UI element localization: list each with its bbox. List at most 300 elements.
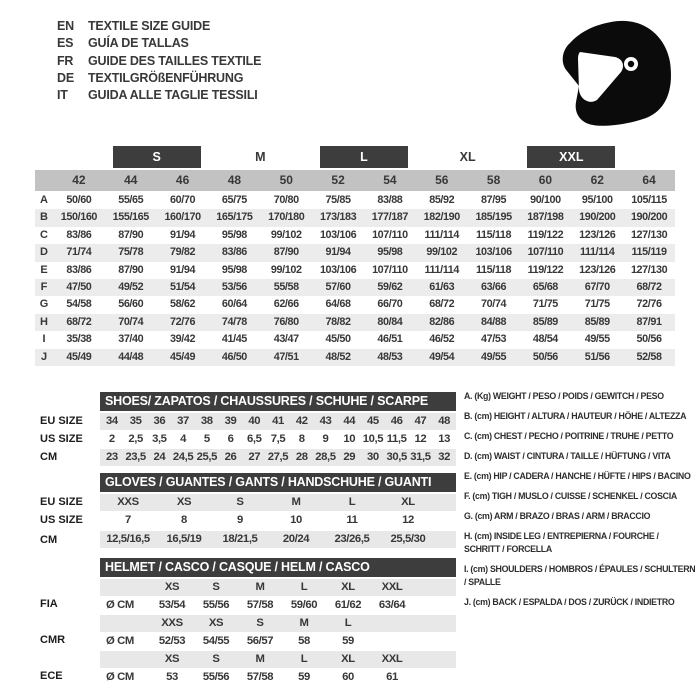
measurement-value: 56/60 (118, 298, 144, 311)
legend-item: E. (cm) HIP / CADERA / HANCHE / HÜFTE / HIPS / BACINO (464, 471, 691, 481)
measurement-value: 111/114 (424, 228, 459, 241)
measurement-value: 49/54 (429, 350, 455, 363)
measurement-value: 65/75 (221, 194, 247, 206)
sub-table-cell: 25,5 (196, 451, 217, 463)
sub-table-cell: 20/24 (282, 533, 310, 545)
measurement-value: 67/70 (584, 280, 610, 293)
row-label: EU SIZE (40, 496, 83, 508)
measurement-value: 99/102 (426, 246, 458, 259)
measurement-value: 72/76 (170, 315, 196, 328)
measurement-value: 71/75 (532, 298, 558, 311)
helmet-value-row (100, 597, 456, 614)
language-row (57, 18, 261, 35)
measurement-value: 99/102 (270, 263, 302, 276)
shoes-table-title: SHOES/ ZAPATOS / CHAUSSURES / SCHUHE / SCARPE (100, 392, 456, 411)
measurement-value: 49/55 (584, 333, 610, 346)
empty-cell (370, 615, 414, 632)
measurement-value: 170/180 (268, 211, 305, 224)
size-header-cell: 52 (331, 173, 345, 187)
gloves-table-title: GLOVES / GUANTES / GANTS / HANDSCHUHE / GUANTI (100, 473, 456, 492)
sub-table-cell: 39 (224, 415, 237, 427)
sub-table-cell: 5 (203, 433, 210, 445)
measurement-row (35, 349, 675, 366)
helmet-size-cell: S (212, 653, 220, 665)
measurement-value: 83/88 (377, 194, 403, 206)
measurement-value: 87/90 (118, 263, 144, 276)
measurement-value: 182/190 (423, 211, 460, 224)
measurement-row (35, 192, 675, 209)
measurement-value: 185/195 (475, 211, 512, 224)
helmet-size-cell: XXS (161, 617, 183, 629)
measurement-value: 46/52 (429, 333, 455, 346)
legend-item: C. (cm) CHEST / PECHO / POITRINE / TRUHE / PETTO (464, 431, 674, 441)
measurement-value: 47/50 (66, 280, 92, 293)
measurement-value: 51/56 (584, 350, 610, 363)
sub-table-cell: 23,5 (125, 451, 146, 463)
sub-table-cell: L (348, 496, 356, 508)
measurement-value: 74/78 (221, 315, 247, 328)
sub-table-cell: 9 (237, 514, 243, 526)
measurement-value: 60/70 (170, 194, 196, 206)
measurement-value: 87/90 (118, 228, 144, 241)
sub-table-cell: 26 (224, 451, 237, 463)
measurement-legend (464, 390, 696, 616)
helmet-rows (100, 579, 456, 686)
sub-table-cell: 11 (346, 514, 358, 526)
standard-label: FIA (40, 598, 58, 610)
size-group-row (35, 146, 675, 168)
measurement-value: 119/122 (527, 263, 564, 276)
sub-table-cell: 45 (367, 415, 379, 427)
sub-table-cell: 10 (290, 514, 302, 526)
sub-table-cell: 2,5 (128, 433, 143, 445)
shoes-table (100, 392, 456, 467)
measurement-value: 70/74 (118, 315, 144, 328)
measurement-value: 59/62 (377, 280, 403, 293)
sub-table-cell: 8 (298, 433, 305, 445)
sub-table-cell: 24 (153, 451, 166, 463)
helmet-value-cell: 54/55 (202, 635, 230, 647)
unit-spacer (100, 615, 150, 632)
sub-table-cell: 30,5 (386, 451, 407, 463)
legend-item: D. (cm) WAIST / CINTURA / TAILLE / HÜFTUNG / VITA (464, 451, 671, 461)
row-letter: E (40, 263, 48, 276)
sub-table-row (100, 413, 456, 430)
row-letter: F (40, 280, 48, 293)
sub-table-cell: 9 (322, 433, 329, 445)
measurement-value: 68/72 (636, 280, 662, 293)
measurement-value: 49/52 (118, 280, 144, 293)
measurement-value: 50/60 (66, 194, 92, 206)
measurement-value: 83/86 (221, 246, 247, 259)
sub-table-row (100, 512, 456, 529)
helmet-size-row (100, 651, 456, 668)
measurement-value: 105/115 (631, 194, 667, 206)
measurement-value: 78/82 (325, 315, 351, 328)
measurement-value: 72/76 (636, 298, 662, 311)
measurement-value: 51/54 (170, 280, 196, 293)
sub-table-cell: 16,5/19 (166, 533, 202, 545)
helmet-size-cell: M (299, 617, 309, 629)
helmet-value-cell: 53/54 (158, 599, 186, 611)
helmet-size-cell: XXL (381, 653, 403, 665)
measurement-value: 45/50 (325, 333, 351, 346)
size-group-label: XXL (527, 146, 615, 168)
sub-table-cell: 4 (180, 433, 186, 445)
measurement-value: 71/75 (584, 298, 610, 311)
measurement-value: 45/49 (66, 350, 92, 363)
measurement-value: 123/126 (579, 228, 616, 241)
measurement-value: 80/84 (377, 315, 403, 328)
sub-table-cell: 6,5 (247, 433, 262, 445)
sub-table-cell: 48 (438, 415, 451, 427)
measurement-value: 95/98 (221, 228, 247, 241)
helmet-size-cell: XL (341, 581, 355, 593)
sub-table-cell: 25,5/30 (390, 533, 426, 545)
language-label: GUIDA ALLE TAGLIE TESSILI (88, 88, 258, 103)
sub-table-cell: 36 (153, 415, 166, 427)
size-header-cell: 42 (72, 173, 86, 187)
helmet-value-cell: 55/56 (202, 599, 230, 611)
full-face-helmet-icon (553, 14, 683, 141)
row-letter: A (40, 194, 48, 206)
measurement-value: 64/68 (325, 298, 351, 311)
row-label: EU SIZE (40, 415, 83, 427)
sub-table-cell: 38 (200, 415, 213, 427)
measurement-value: 37/40 (118, 333, 144, 346)
measurement-value: 107/110 (527, 246, 564, 259)
measurement-value: 46/51 (377, 333, 403, 346)
corner-cell (35, 170, 53, 191)
measurement-value: 53/56 (221, 280, 247, 293)
measurement-value: 190/200 (630, 211, 668, 224)
measurement-value: 65/68 (532, 280, 558, 293)
measurement-value: 46/50 (221, 350, 247, 363)
measurement-value: 48/54 (532, 333, 558, 346)
legend-item: G. (cm) ARM / BRAZO / BRAS / ARM / BRACCIO (464, 511, 651, 521)
measurement-value: 187/198 (527, 211, 564, 224)
sub-table-cell: 28,5 (315, 451, 336, 463)
measurement-value: 48/52 (325, 350, 351, 363)
helmet-value-cell: 56/57 (246, 635, 274, 647)
measurement-value: 83/86 (66, 228, 92, 241)
helmet-value-cell: 59 (342, 635, 354, 647)
helmet-size-cell: XXL (381, 581, 403, 593)
measurement-value: 55/58 (273, 280, 299, 293)
size-header-cell: 50 (279, 173, 293, 187)
sub-table-cell: 31,5 (410, 451, 431, 463)
measurement-value: 91/94 (170, 263, 196, 276)
helmet-value-cell: 60 (342, 671, 354, 683)
measurement-row (35, 314, 675, 331)
measurement-value: 57/60 (325, 280, 351, 293)
sub-table-cell: 42 (295, 415, 308, 427)
language-row (57, 87, 261, 104)
measurement-value: 71/74 (66, 246, 92, 259)
language-label: GUIDE DES TAILLES TEXTILE (88, 53, 262, 68)
sub-table-cell: 37 (177, 415, 189, 427)
unit-label: Ø CM (106, 599, 134, 611)
language-row (57, 70, 261, 87)
language-label: GUÍA DE TALLAS (88, 36, 189, 51)
sub-table-cell: 12 (414, 433, 427, 445)
measurement-value: 84/88 (481, 315, 507, 328)
helmet-value-cell: 57/58 (246, 599, 274, 611)
legend-item: B. (cm) HEIGHT / ALTURA / HAUTEUR / HÖHE / ALTEZZA (464, 411, 687, 421)
size-header-cell: 56 (435, 173, 449, 187)
measurement-value: 127/130 (630, 228, 668, 241)
measurement-value: 47/53 (481, 333, 507, 346)
helmet-value-cell: 59/60 (290, 599, 318, 611)
shoes-rows (100, 413, 456, 466)
measurement-value: 190/200 (579, 211, 616, 224)
measurement-value: 111/114 (580, 246, 615, 259)
sub-table-cell: 13 (438, 433, 451, 445)
measurement-value: 44/48 (118, 350, 144, 363)
measurement-value: 54/58 (66, 298, 92, 311)
size-header-cell: 48 (227, 173, 242, 187)
helmet-size-cell: XL (341, 653, 355, 665)
size-group-label: M (255, 150, 266, 164)
language-code: DE (57, 70, 74, 85)
measurement-value: 165/175 (216, 211, 253, 224)
sub-table-cell: S (236, 496, 244, 508)
measurement-row (35, 244, 675, 261)
helmet-size-cell: XS (164, 581, 180, 593)
gloves-row-labels (40, 493, 98, 549)
language-list (57, 18, 261, 104)
measurement-value: 50/56 (532, 350, 558, 363)
measurement-value: 62/66 (273, 298, 299, 311)
main-size-table (35, 146, 675, 366)
sub-table-cell: 12 (402, 514, 414, 526)
sub-table-cell: 30 (367, 451, 379, 463)
measurement-value: 45/49 (170, 350, 196, 363)
measurement-value: 61/63 (429, 280, 455, 293)
measurement-value: 41/45 (221, 333, 247, 346)
legend-item: I. (cm) SHOULDERS / HOMBROS / ÉPAULES / SCHULTERN / SPALLE (464, 564, 696, 587)
language-code: ES (57, 36, 74, 51)
measurement-value: 95/98 (377, 246, 403, 259)
sub-table-cell: 29 (343, 451, 356, 463)
helmet-size-cell: S (212, 581, 220, 593)
sub-table-cell: 24,5 (172, 451, 194, 463)
measurement-value: 107/110 (372, 263, 408, 276)
size-header-cell: 46 (175, 173, 190, 187)
sub-table-cell: 23 (105, 451, 118, 463)
gloves-rows (100, 494, 456, 548)
measurement-value: 85/89 (532, 315, 558, 328)
measurement-row (35, 296, 675, 313)
measurement-value: 107/110 (372, 228, 408, 241)
helmet-value-cell: 57/58 (246, 671, 274, 683)
measurement-value: 85/89 (584, 315, 610, 328)
sub-table-cell: 32 (438, 451, 451, 463)
helmet-size-cell: L (300, 653, 308, 665)
sub-table-cell: XS (176, 496, 192, 508)
language-code: EN (57, 19, 74, 33)
measurement-value: 39/42 (170, 333, 196, 346)
sub-table-cell: 8 (181, 514, 187, 526)
helmet-value-cell: 61/62 (334, 599, 362, 611)
measurement-value: 127/130 (630, 263, 668, 276)
measurement-value: 95/98 (221, 263, 247, 276)
gloves-table (100, 473, 456, 549)
sub-table-cell: 10,5 (362, 433, 384, 445)
measurement-value: 103/106 (319, 263, 357, 276)
measurement-value: 83/86 (66, 263, 92, 276)
measurement-value: 115/119 (631, 246, 667, 259)
measurement-value: 123/126 (579, 263, 616, 276)
helmet-value-row (100, 633, 456, 650)
measurement-value: 155/165 (112, 211, 149, 224)
shoes-row-labels (40, 412, 98, 466)
size-header-cell: 60 (538, 173, 553, 187)
measurement-value: 99/102 (270, 228, 302, 241)
measurement-value: 68/72 (429, 298, 455, 311)
measurement-value: 43/47 (273, 333, 299, 346)
sub-table-cell: 6 (227, 433, 234, 445)
language-code: IT (57, 88, 68, 103)
sub-table-cell: 10 (343, 433, 356, 445)
sub-table-cell: XL (401, 496, 415, 508)
measurement-value: 35/38 (66, 333, 92, 346)
unit-label: Ø CM (106, 635, 134, 647)
sub-table-cell: 7 (125, 514, 131, 526)
size-header-cell: 54 (383, 173, 397, 187)
size-header-cell: 44 (124, 173, 138, 187)
empty-cell (370, 633, 414, 650)
measurement-row (35, 262, 675, 279)
standard-label: ECE (40, 670, 63, 682)
sub-table-cell: 46 (390, 415, 403, 427)
measurement-value: 70/74 (481, 298, 507, 311)
measurement-value: 58/62 (170, 298, 196, 311)
measurement-value: 79/82 (170, 246, 196, 259)
measurement-value: 87/95 (481, 194, 507, 206)
size-header-cell: 62 (590, 173, 604, 187)
measurement-value: 90/100 (530, 194, 561, 206)
row-label: CM (40, 534, 58, 546)
measurement-value: 87/90 (273, 246, 299, 259)
helmet-size-cell: XS (208, 617, 224, 629)
helmet-value-cell: 58 (298, 635, 310, 647)
helmet-size-row (100, 579, 456, 596)
size-header-cell: 58 (486, 173, 501, 187)
measurement-value: 52/58 (636, 350, 662, 363)
row-letter: B (40, 211, 48, 224)
language-row (57, 53, 261, 70)
sub-table-cell: 28 (295, 451, 308, 463)
measurement-value: 103/106 (319, 228, 357, 241)
unit-spacer (100, 651, 150, 668)
unit-spacer (100, 579, 150, 596)
row-label: US SIZE (40, 514, 83, 526)
row-label: US SIZE (40, 433, 83, 445)
helmet-size-table (100, 558, 456, 687)
measurement-value: 95/100 (581, 194, 613, 206)
measurement-value: 119/122 (527, 228, 564, 241)
measurement-row (35, 227, 675, 244)
measurement-value: 103/106 (475, 246, 512, 259)
standard-label: CMR (40, 634, 66, 646)
row-letter: I (42, 333, 46, 346)
measurement-row (35, 279, 675, 296)
helmet-value-cell: 55/56 (202, 671, 230, 683)
row-letter: G (39, 298, 49, 311)
helmet-value-cell: 63/64 (378, 599, 406, 611)
helmet-value-cell: 53 (166, 671, 178, 683)
measurement-value: 82/86 (429, 315, 455, 328)
size-group-label: L (320, 146, 408, 168)
sub-table-cell: 44 (343, 415, 356, 427)
sub-table-cell: 23/26,5 (334, 533, 370, 545)
language-label: TEXTILE SIZE GUIDE (88, 19, 211, 33)
measurement-value: 91/94 (325, 246, 351, 259)
row-letter: H (40, 315, 48, 328)
helmet-value-cell: 61 (386, 671, 398, 683)
sub-table-cell: 43 (319, 415, 332, 427)
row-label: CM (40, 451, 58, 463)
measurement-value: 66/70 (377, 298, 403, 311)
measurement-value: 150/160 (60, 211, 98, 224)
unit-label: Ø CM (106, 671, 134, 683)
measurement-value: 85/92 (429, 194, 455, 206)
helmet-size-cell: L (344, 617, 352, 629)
measurement-value: 76/80 (273, 315, 299, 328)
measurement-value: 87/91 (636, 315, 662, 328)
legend-item: A. (Kg) WEIGHT / PESO / POIDS / GEWITCH / PESO (464, 391, 664, 401)
sub-table-cell: 18/21,5 (222, 533, 258, 545)
sub-table-cell: 11,5 (386, 433, 407, 445)
sub-table-row (100, 449, 456, 466)
legend-item: F. (cm) TIGH / MUSLO / CUISSE / SCHENKEL / COSCIA (464, 491, 677, 501)
measurement-value: 63/66 (481, 280, 507, 293)
size-header-row (35, 170, 675, 191)
measurement-value: 55/65 (118, 194, 144, 206)
helmet-size-cell: XS (164, 653, 180, 665)
sub-table-cell: M (291, 496, 301, 508)
measurement-value: 115/118 (476, 228, 512, 241)
size-header-cell: 64 (642, 173, 656, 187)
sub-table-cell: 2 (108, 433, 115, 445)
language-code: FR (57, 53, 74, 68)
helmet-size-cell: L (300, 581, 308, 593)
helmet-value-cell: 52/53 (158, 635, 186, 647)
helmet-size-cell: M (255, 581, 265, 593)
sub-table-cell: 40 (248, 415, 261, 427)
sub-table-cell: 27 (248, 451, 261, 463)
measurement-value: 60/64 (221, 298, 247, 311)
sub-table-cell: 47 (414, 415, 427, 427)
measurement-value: 115/118 (476, 263, 512, 276)
helmet-size-cell: M (255, 653, 265, 665)
sub-table-cell: 34 (105, 415, 118, 427)
language-row (57, 35, 261, 52)
row-letter: C (40, 228, 48, 241)
legend-item: J. (cm) BACK / ESPALDA / DOS / ZURÜCK / INDIETRO (464, 597, 675, 607)
row-letter: J (40, 350, 48, 363)
measurement-value: 47/51 (273, 350, 299, 363)
measurement-value: 48/53 (377, 350, 403, 363)
measurement-value: 75/85 (325, 194, 351, 206)
measurement-value: 75/78 (118, 246, 144, 259)
sub-table-cell: 3,5 (152, 433, 167, 445)
legend-item: H. (cm) INSIDE LEG / ENTREPIERNA / FOURCHE / SCHRITT / FORCELLA (464, 531, 659, 554)
measurement-value: 91/94 (170, 228, 196, 241)
measurement-row (35, 209, 675, 226)
sub-table-row (100, 494, 456, 511)
